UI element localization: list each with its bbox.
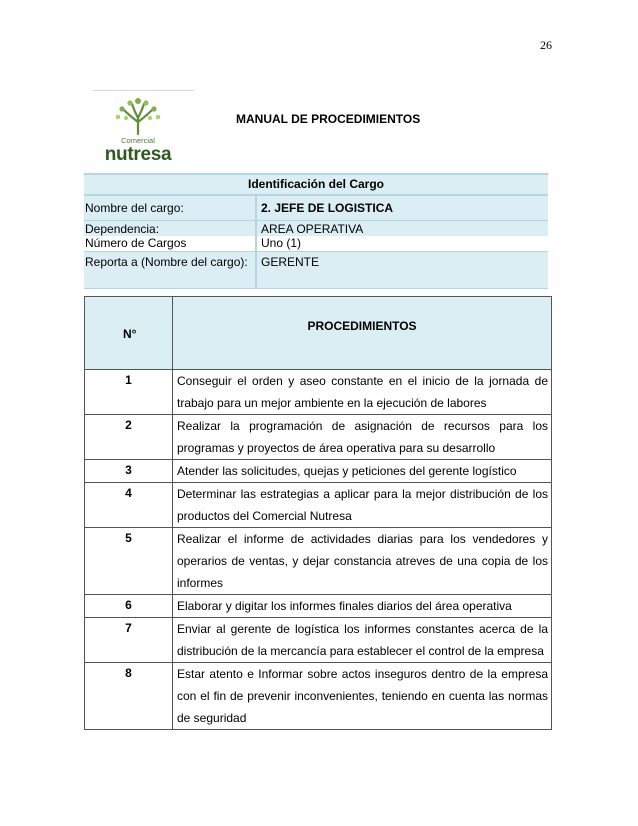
table-row bbox=[85, 618, 551, 663]
identification-value: GERENTE bbox=[255, 252, 548, 288]
table-row bbox=[85, 483, 551, 528]
procedures-table bbox=[84, 296, 552, 730]
logo-text-comercial: Comercial bbox=[121, 136, 155, 145]
procedure-text: Conseguir el orden y aseo constante en el inicio de la jornada de trabajo para un mejor ambiente en la ejecución de labores bbox=[177, 374, 548, 410]
table-row bbox=[85, 370, 551, 415]
table-row bbox=[85, 663, 551, 729]
page-number: 26 bbox=[540, 38, 552, 52]
procedure-number: 4 bbox=[85, 483, 173, 527]
procedure-text: Estar atento e Informar sobre actos inseguros dentro de la empresa con el fin de prevenir inconvenientes, teniendo en cuenta las normas de seguridad bbox=[177, 667, 548, 725]
procedure-number: 7 bbox=[85, 618, 173, 662]
column-header-number: N° bbox=[85, 297, 173, 369]
identification-label: Nombre del cargo: bbox=[84, 196, 255, 220]
identification-label: Número de Cargos bbox=[84, 236, 255, 251]
procedure-text: Enviar al gerente de logística los informes constantes acerca de la distribución de la mercancía para establecer el control de la empresa bbox=[177, 622, 548, 658]
identification-value: Uno (1) bbox=[255, 236, 548, 251]
table-row bbox=[85, 415, 551, 460]
identification-row bbox=[84, 221, 548, 236]
procedure-text: Elaborar y digitar los informes finales diarios del área operativa bbox=[177, 599, 512, 613]
identification-value: 2. JEFE DE LOGISTICA bbox=[255, 196, 548, 220]
procedure-text: Atender las solicitudes, quejas y peticiones del gerente logístico bbox=[177, 464, 517, 478]
company-logo bbox=[92, 90, 194, 172]
identification-label: Dependencia: bbox=[84, 221, 255, 236]
identification-row bbox=[84, 252, 548, 289]
procedure-text: Realizar el informe de actividades diarias para los vendedores y operarios de ventas, y dejar constancia atreves de una copia de los informes bbox=[177, 532, 548, 590]
procedure-number: 2 bbox=[85, 415, 173, 459]
identification-label: Reporta a (Nombre del cargo): bbox=[84, 252, 255, 288]
tree-icon bbox=[114, 96, 162, 136]
procedure-number: 3 bbox=[85, 460, 173, 482]
procedures-header-row bbox=[85, 297, 551, 370]
logo-text-nutresa: nutresa bbox=[104, 144, 172, 165]
table-row bbox=[85, 595, 551, 618]
table-row bbox=[85, 460, 551, 483]
table-row bbox=[85, 528, 551, 595]
procedure-text: Realizar la programación de asignación de recursos para los programas y proyectos de área operativa para su desarrollo bbox=[177, 419, 548, 455]
identification-heading: Identificación del Cargo bbox=[84, 173, 548, 196]
document-title: MANUAL DE PROCEDIMIENTOS bbox=[236, 112, 421, 126]
identification-table bbox=[84, 173, 548, 289]
procedure-number: 5 bbox=[85, 528, 173, 594]
identification-row bbox=[84, 196, 548, 221]
identification-row bbox=[84, 236, 548, 252]
identification-value: AREA OPERATIVA bbox=[255, 221, 548, 236]
procedure-number: 1 bbox=[85, 370, 173, 414]
logo-divider bbox=[92, 90, 194, 91]
column-header-procedures: PROCEDIMIENTOS bbox=[307, 319, 417, 333]
procedure-number: 8 bbox=[85, 663, 173, 729]
procedure-text: Determinar las estrategias a aplicar para la mejor distribución de los productos del Comercial Nutresa bbox=[177, 487, 548, 523]
procedure-number: 6 bbox=[85, 595, 173, 617]
